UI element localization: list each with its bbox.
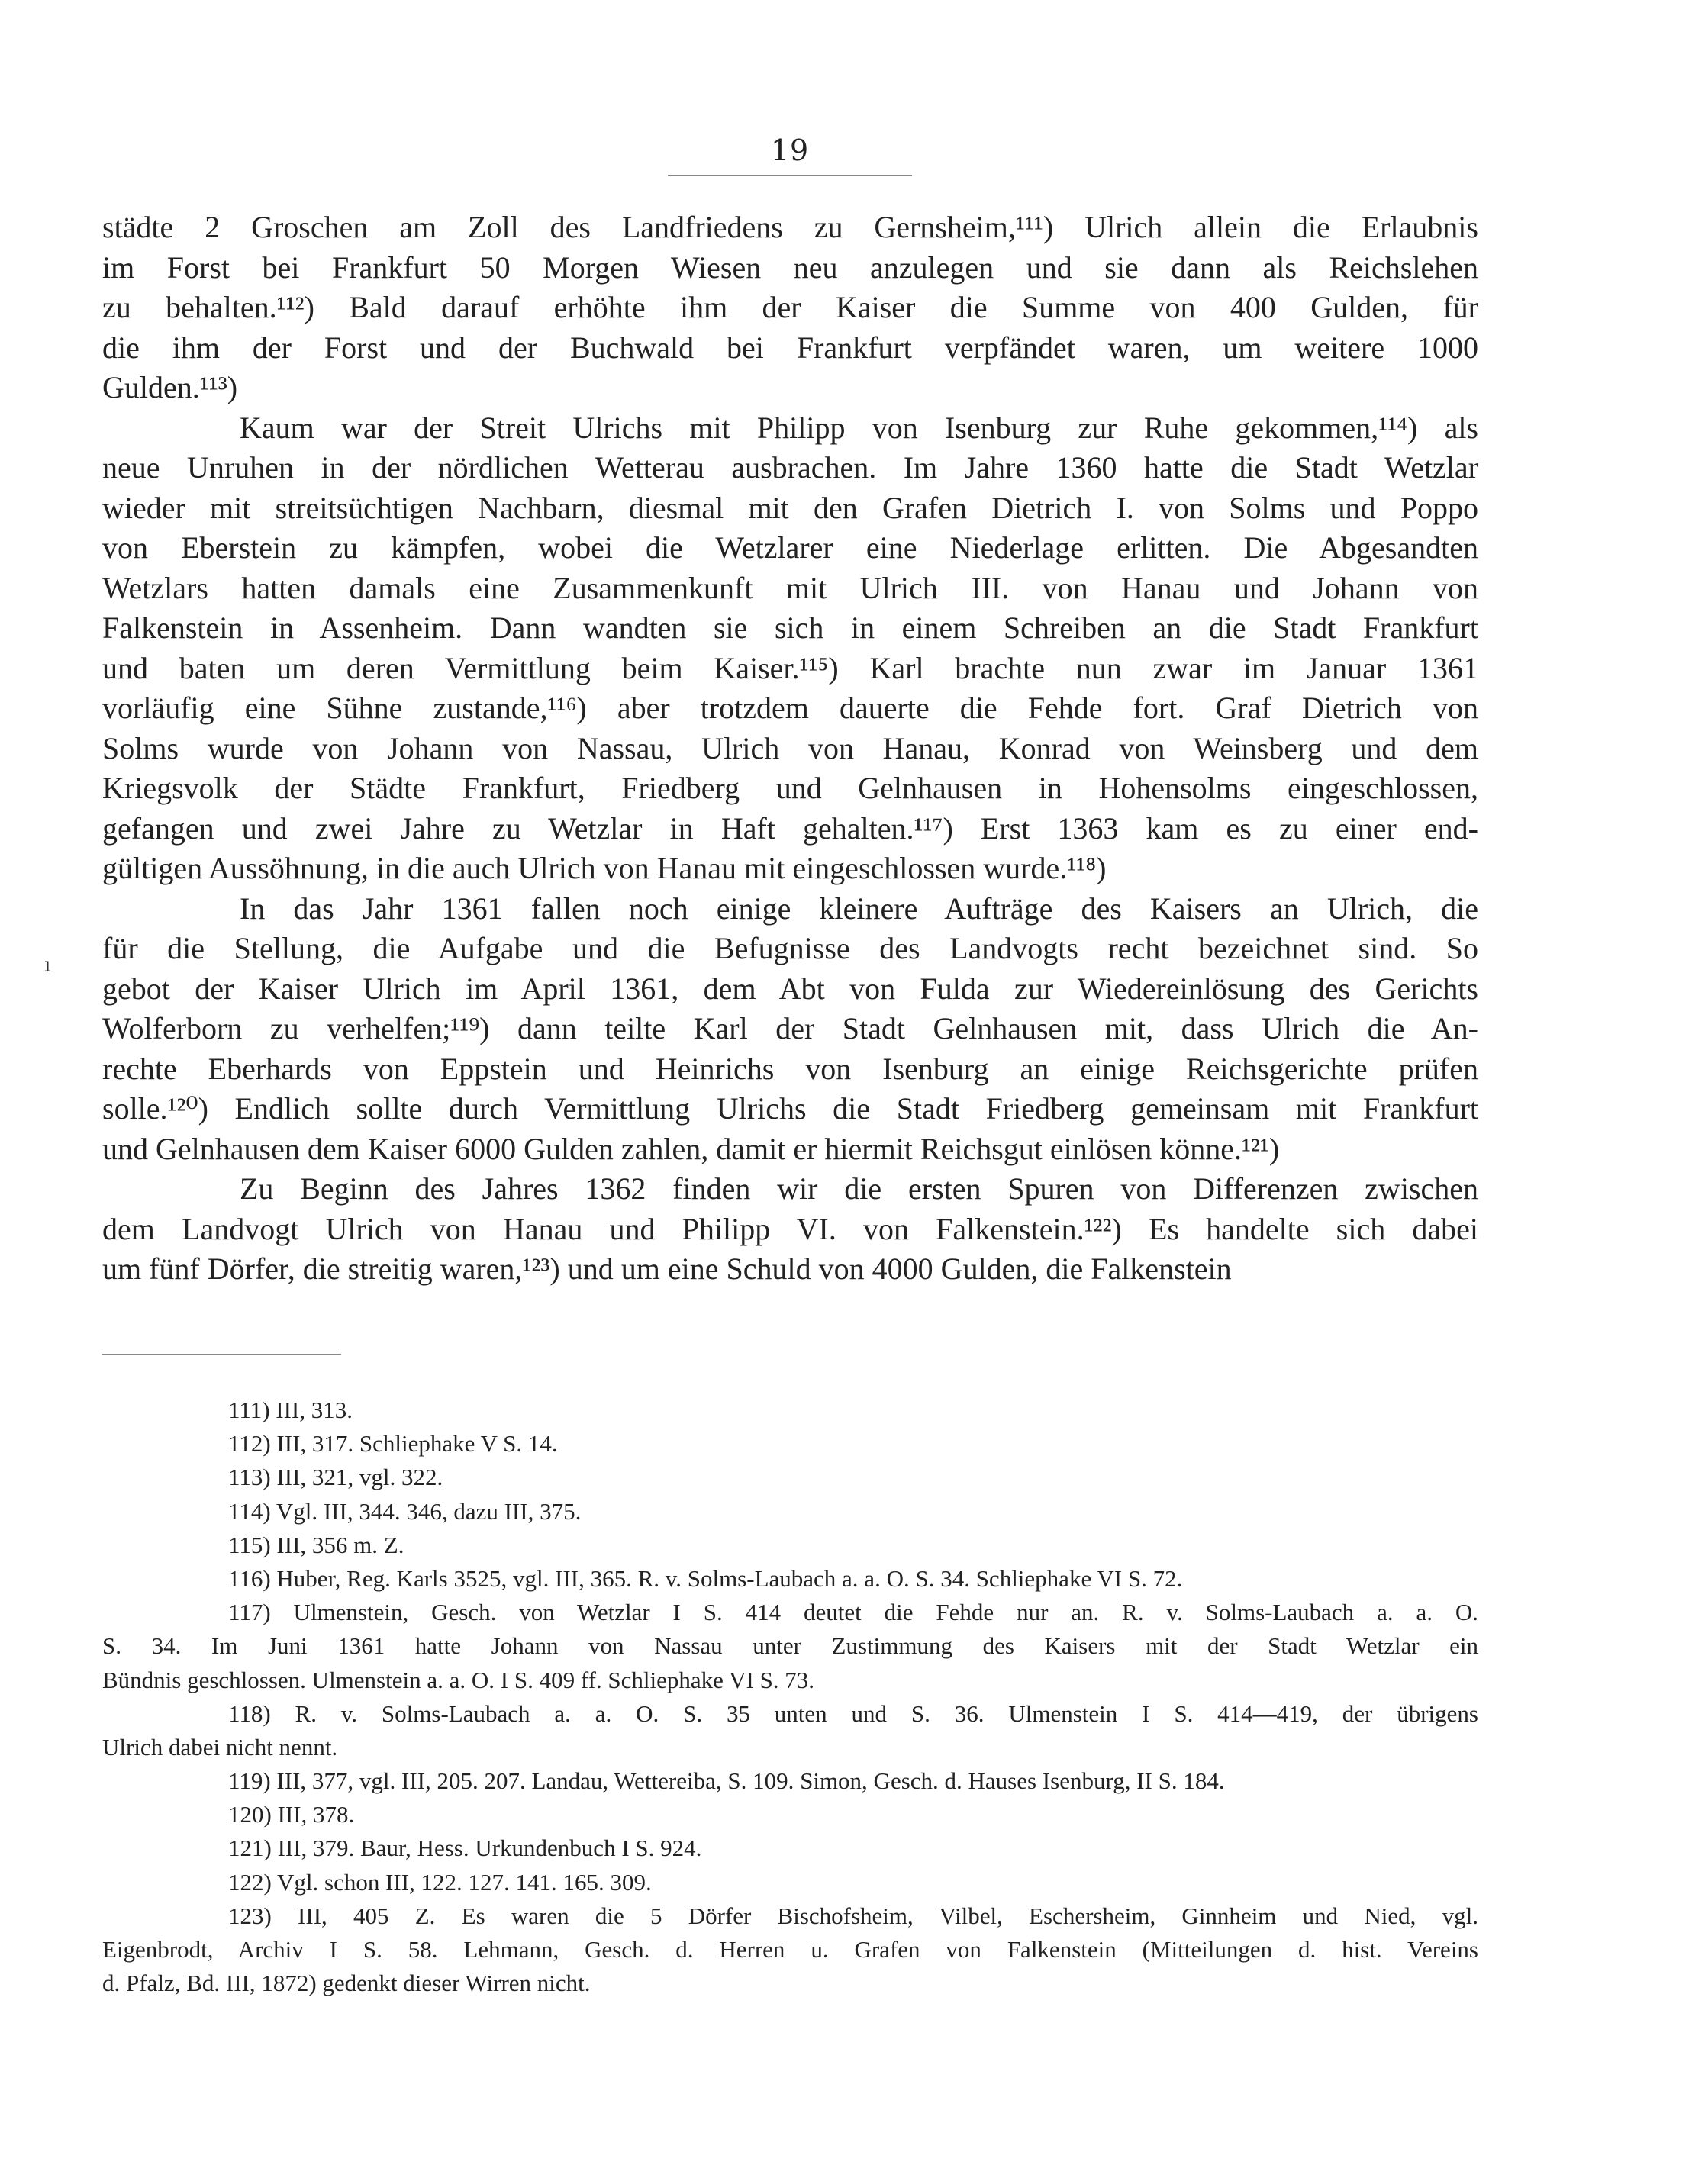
- text-line: um fünf Dörfer, die streitig waren,¹²³) und um eine Schuld von 4000 Gulden, die Falkenstein: [102, 1251, 1232, 1286]
- text-line: zu behalten.¹¹²) Bald darauf erhöhte ihm der Kaiser die Summe von 400 Gulden, für: [102, 290, 1478, 324]
- footnote-line: 115) III, 356 m. Z.: [228, 1531, 404, 1558]
- text-line: Zu Beginn des Jahres 1362 finden wir die ersten Spuren von Differenzen zwischen: [240, 1171, 1478, 1206]
- paragraph: [102, 408, 1478, 889]
- footnote-line: 116) Huber, Reg. Karls 3525, vgl. III, 365. R. v. Solms-Laubach a. a. O. S. 34. Schliephake VI S. 72.: [228, 1564, 1183, 1592]
- text-line: und Gelnhausen dem Kaiser 6000 Gulden zahlen, damit er hiermit Reichsgut einlösen könne.¹²¹): [102, 1131, 1280, 1166]
- text-line: vorläufig eine Sühne zustande,¹¹⁶) aber trotzdem dauerte die Fehde fort. Graf Dietrich von: [102, 691, 1478, 725]
- footnote-line: 111) III, 313.: [228, 1396, 353, 1423]
- text-line: solle.¹²⁰) Endlich sollte durch Vermittlung Ulrichs die Stadt Friedberg gemeinsam mit Frankfurt: [102, 1091, 1478, 1126]
- header-rule: [668, 175, 912, 176]
- footnote-rule: [102, 1354, 341, 1355]
- text-line: gültigen Aussöhnung, in die auch Ulrich von Hanau mit eingeschlossen wurde.¹¹⁸): [102, 851, 1107, 885]
- text-line: für die Stellung, die Aufgabe und die Befugnisse des Landvogts recht bezeichnet sind. So: [102, 931, 1478, 965]
- text-line: die ihm der Forst und der Buchwald bei Frankfurt verpfändet waren, um weitere 1000: [102, 330, 1478, 365]
- footnote-line: Bündnis geschlossen. Ulmenstein a. a. O. I S. 409 ff. Schliephake VI S. 73.: [102, 1666, 815, 1693]
- footnote-line: 123) III, 405 Z. Es waren die 5 Dörfer Bischofsheim, Vilbel, Eschersheim, Ginnheim und Nied, vgl.: [228, 1902, 1478, 1929]
- text-line: städte 2 Groschen am Zoll des Landfriedens zu Gernsheim,¹¹¹) Ulrich allein die Erlaubnis: [102, 210, 1478, 244]
- text-line: In das Jahr 1361 fallen noch einige kleinere Aufträge des Kaisers an Ulrich, die: [240, 891, 1478, 926]
- text-line: Kaum war der Streit Ulrichs mit Philipp von Isenburg zur Ruhe gekommen,¹¹⁴) als: [240, 410, 1478, 445]
- footnote: [102, 1461, 1478, 1494]
- page-number: 19: [770, 134, 810, 167]
- text-line: von Eberstein zu kämpfen, wobei die Wetzlarer eine Niederlage erlitten. Die Abgesandten: [102, 530, 1478, 565]
- paragraph: [102, 1169, 1478, 1290]
- footnote-line: 120) III, 378.: [228, 1801, 355, 1828]
- margin-mark: ı: [44, 954, 51, 977]
- footnote-line: d. Pfalz, Bd. III, 1872) gedenkt dieser Wirren nicht.: [102, 1970, 591, 1997]
- footnote: [102, 1596, 1478, 1697]
- footnote: [102, 1562, 1478, 1596]
- footnote-line: 112) III, 317. Schliephake V S. 14.: [228, 1430, 558, 1458]
- footnote: [102, 1495, 1478, 1528]
- text-line: gebot der Kaiser Ulrich im April 1361, dem Abt von Fulda zur Wiedereinlösung des Gerichts: [102, 971, 1478, 1006]
- footnote: [102, 1899, 1478, 2001]
- text-line: Kriegsvolk der Städte Frankfurt, Friedberg und Gelnhausen in Hohensolms eingeschlossen,: [102, 771, 1478, 805]
- paragraph: [102, 889, 1478, 1170]
- text-line: Wolferborn zu verhelfen;¹¹⁹) dann teilte Karl der Stadt Gelnhausen mit, dass Ulrich die An-: [102, 1011, 1478, 1045]
- footnote-line: 118) R. v. Solms-Laubach a. a. O. S. 35 unten und S. 36. Ulmenstein I S. 414—419, der übrigens: [228, 1699, 1478, 1727]
- text-line: rechte Eberhards von Eppstein und Heinrichs von Isenburg an einige Reichsgerichte prüfen: [102, 1051, 1478, 1086]
- text-line: Gulden.¹¹³): [102, 370, 238, 404]
- footnote-line: 113) III, 321, vgl. 322.: [228, 1464, 443, 1491]
- footnote: [102, 1764, 1478, 1798]
- footnote-line: 122) Vgl. schon III, 122. 127. 141. 165. 309.: [228, 1868, 652, 1896]
- footnotes: [102, 1393, 1478, 2000]
- text-line: gefangen und zwei Jahre zu Wetzlar in Haft gehalten.¹¹⁷) Erst 1363 kam es zu einer end-: [102, 810, 1478, 846]
- footnote: [102, 1697, 1478, 1764]
- footnote-line: Ulrich dabei nicht nennt.: [102, 1733, 338, 1760]
- text-line: Wetzlars hatten damals eine Zusammenkunft mit Ulrich III. von Hanau und Johann von: [102, 570, 1478, 605]
- footnote: [102, 1831, 1478, 1865]
- footnote-line: Eigenbrodt, Archiv I S. 58. Lehmann, Gesch. d. Herren u. Grafen von Falkenstein (Mitteilungen d. hist. Vereins: [102, 1936, 1478, 1963]
- footnote: [102, 1528, 1478, 1562]
- footnote: [102, 1866, 1478, 1899]
- footnote-line: 121) III, 379. Baur, Hess. Urkundenbuch I S. 924.: [228, 1834, 702, 1862]
- footnote-line: 119) III, 377, vgl. III, 205. 207. Landau, Wettereiba, S. 109. Simon, Gesch. d. Hauses Isenburg, II S. 184.: [228, 1767, 1225, 1795]
- footnote-line: 114) Vgl. III, 344. 346, dazu III, 375.: [228, 1497, 582, 1525]
- footnote: [102, 1427, 1478, 1461]
- footnote: [102, 1798, 1478, 1831]
- text-line: im Forst bei Frankfurt 50 Morgen Wiesen neu anzulegen und sie dann als Reichslehen: [102, 250, 1478, 285]
- text-line: wieder mit streitsüchtigen Nachbarn, diesmal mit den Grafen Dietrich I. von Solms und Poppo: [102, 490, 1478, 525]
- body-text: [102, 208, 1478, 1290]
- footnote-line: 117) Ulmenstein, Gesch. von Wetzlar I S. 414 deutet die Fehde nur an. R. v. Solms-Laubach a. a. O.: [228, 1599, 1478, 1626]
- footnote-line: S. 34. Im Juni 1361 hatte Johann von Nassau unter Zustimmung des Kaisers mit der Stadt Wetzlar ein: [102, 1632, 1478, 1660]
- text-line: neue Unruhen in der nördlichen Wetterau ausbrachen. Im Jahre 1360 hatte die Stadt Wetzlar: [102, 450, 1478, 485]
- text-line: dem Landvogt Ulrich von Hanau und Philipp VI. von Falkenstein.¹²²) Es handelte sich dabei: [102, 1211, 1478, 1246]
- text-line: und baten um deren Vermittlung beim Kaiser.¹¹⁵) Karl brachte nun zwar im Januar 1361: [102, 650, 1478, 685]
- text-line: Solms wurde von Johann von Nassau, Ulrich von Hanau, Konrad von Weinsberg und dem: [102, 730, 1478, 765]
- footnote: [102, 1393, 1478, 1427]
- text-line: Falkenstein in Assenheim. Dann wandten sie sich in einem Schreiben an die Stadt Frankfurt: [102, 610, 1478, 645]
- paragraph: [102, 208, 1478, 408]
